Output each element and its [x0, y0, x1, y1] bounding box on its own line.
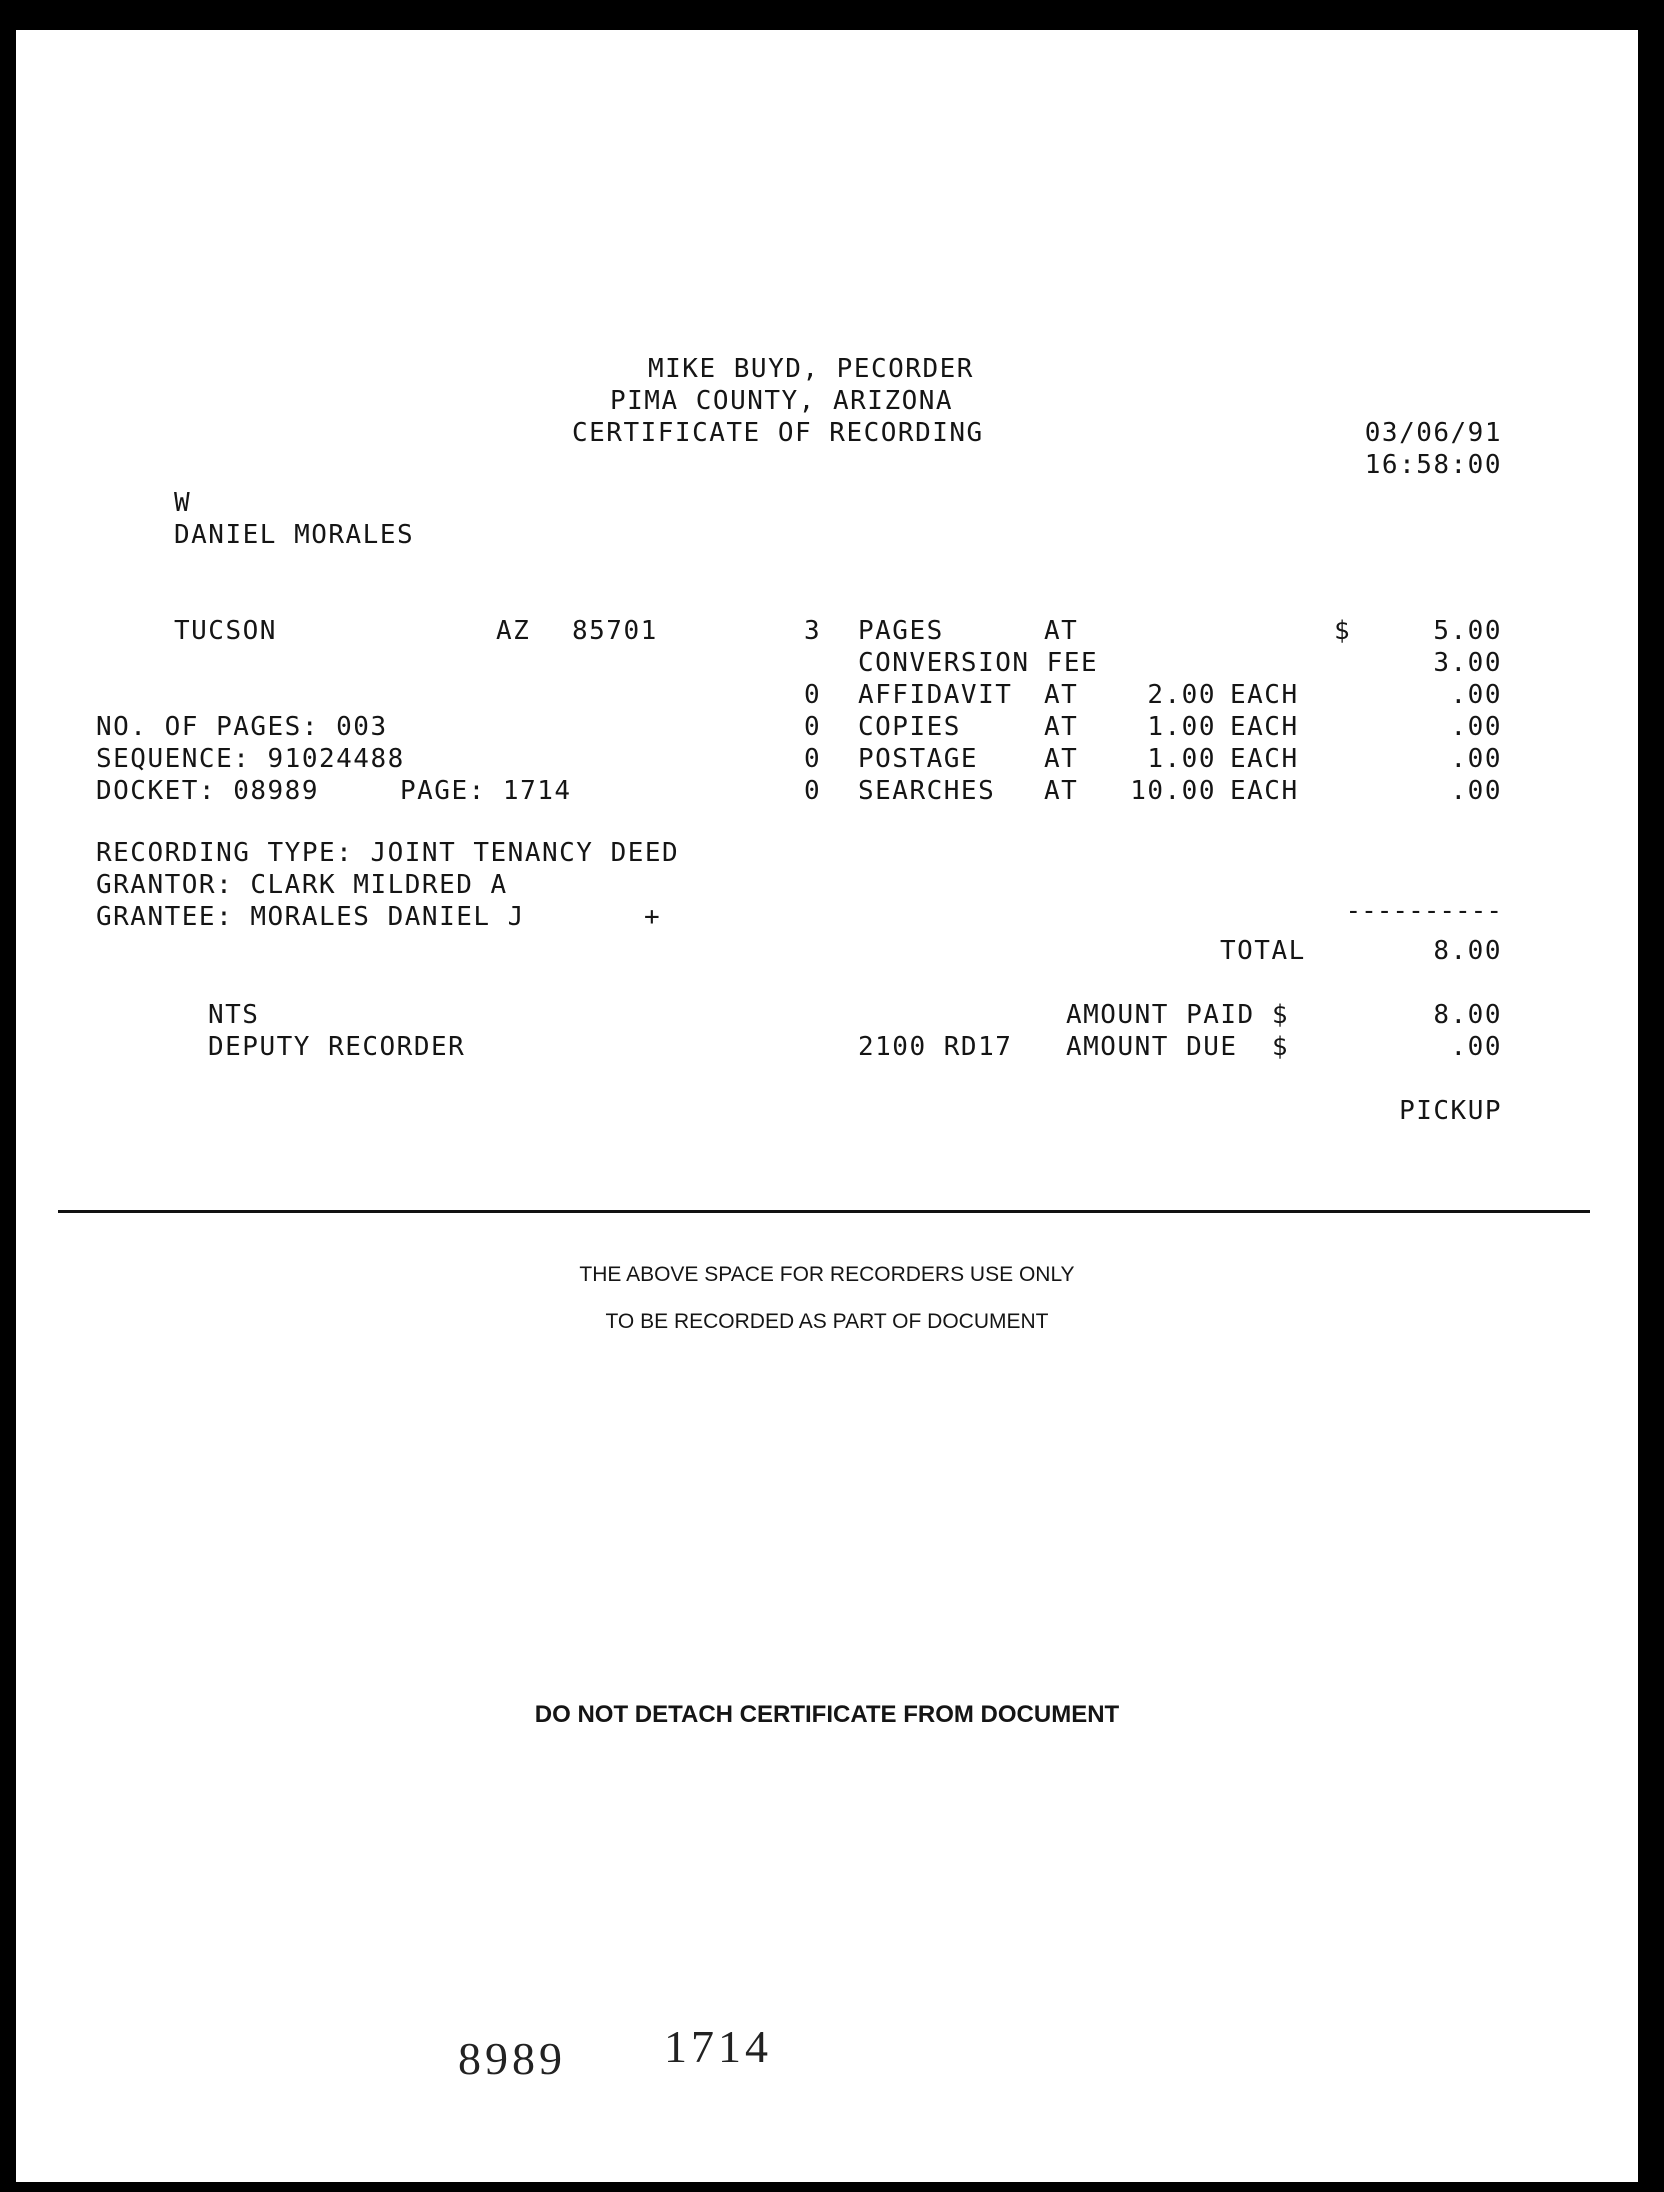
fee-each: EACH [1230, 680, 1299, 710]
addressee-city: TUCSON [174, 616, 277, 646]
fee-amount: .00 [1450, 744, 1502, 774]
number-of-pages: NO. OF PAGES: 003 [96, 712, 388, 742]
fee-each: EACH [1230, 776, 1299, 806]
fee-at: AT [1044, 616, 1079, 646]
recording-type: RECORDING TYPE: JOINT TENANCY DEED [96, 838, 680, 868]
fee-currency: $ [1334, 616, 1352, 646]
station-code: 2100 RD17 [858, 1032, 1013, 1062]
fee-amount: .00 [1450, 776, 1502, 806]
deputy-initials: NTS [208, 1000, 260, 1030]
fee-desc: POSTAGE [858, 744, 979, 774]
fee-qty: 3 [804, 616, 822, 646]
page-number: PAGE: 1714 [400, 776, 572, 806]
fee-rate: 1.00 [1147, 712, 1216, 742]
grantee-mark: + [644, 902, 662, 932]
recorder-section-divider [58, 1210, 1590, 1213]
record-as-part-notice: TO BE RECORDED AS PART OF DOCUMENT [605, 1310, 1049, 1333]
fee-amount: .00 [1450, 680, 1502, 710]
handwritten-page-number: 1714 [664, 2021, 772, 2072]
grantee: GRANTEE: MORALES DANIEL J [96, 902, 525, 932]
addressee-name: DANIEL MORALES [174, 520, 415, 550]
addressee-state: AZ [496, 616, 531, 646]
county-name: PIMA COUNTY, ARIZONA [610, 386, 954, 416]
fee-desc: AFFIDAVIT [858, 680, 1013, 710]
recorders-use-notice: THE ABOVE SPACE FOR RECORDERS USE ONLY [579, 1263, 1075, 1286]
fee-at: AT [1044, 744, 1079, 774]
fee-rate: 1.00 [1147, 744, 1216, 774]
amount-paid-label: AMOUNT PAID $ [1066, 1000, 1289, 1030]
fee-desc: COPIES [858, 712, 961, 742]
fee-amount: .00 [1450, 712, 1502, 742]
fee-qty: 0 [804, 712, 822, 742]
fee-rate: 2.00 [1147, 680, 1216, 710]
certificate-title: CERTIFICATE OF RECORDING [572, 418, 984, 448]
amount-paid: 8.00 [1433, 1000, 1502, 1030]
handwritten-docket-number: 8989 [458, 2033, 566, 2084]
fee-at: AT [1044, 712, 1079, 742]
addressee-code: W [174, 488, 192, 518]
fee-each: EACH [1230, 744, 1299, 774]
fee-desc: PAGES [858, 616, 944, 646]
do-not-detach-notice: DO NOT DETACH CERTIFICATE FROM DOCUMENT [534, 1701, 1120, 1728]
fee-desc: SEARCHES [858, 776, 996, 806]
total-amount: 8.00 [1433, 936, 1502, 966]
sequence-number: SEQUENCE: 91024488 [96, 744, 405, 774]
fee-at: AT [1044, 776, 1079, 806]
fee-qty: 0 [804, 776, 822, 806]
recording-date: 03/06/91 [1364, 418, 1502, 448]
fee-amount: 5.00 [1433, 616, 1502, 646]
grantor: GRANTOR: CLARK MILDRED A [96, 870, 508, 900]
deputy-title: DEPUTY RECORDER [208, 1032, 466, 1062]
fee-at: AT [1044, 680, 1079, 710]
fee-qty: 0 [804, 680, 822, 710]
fee-desc: CONVERSION FEE [858, 648, 1099, 678]
recorder-name: MIKE BUYD, PECORDER [648, 354, 974, 384]
fee-amount: 3.00 [1433, 648, 1502, 678]
recording-time: 16:58:00 [1364, 450, 1502, 480]
fee-each: EACH [1230, 712, 1299, 742]
certificate-page [16, 30, 1638, 2182]
amount-due-label: AMOUNT DUE $ [1066, 1032, 1289, 1062]
total-separator: ---------- [1345, 896, 1502, 926]
addressee-zip: 85701 [572, 616, 658, 646]
docket-number: DOCKET: 08989 [96, 776, 319, 806]
fee-rate: 10.00 [1130, 776, 1216, 806]
total-label: TOTAL [1220, 936, 1306, 966]
pickup-label: PICKUP [1399, 1096, 1502, 1126]
amount-due: .00 [1450, 1032, 1502, 1062]
fee-qty: 0 [804, 744, 822, 774]
